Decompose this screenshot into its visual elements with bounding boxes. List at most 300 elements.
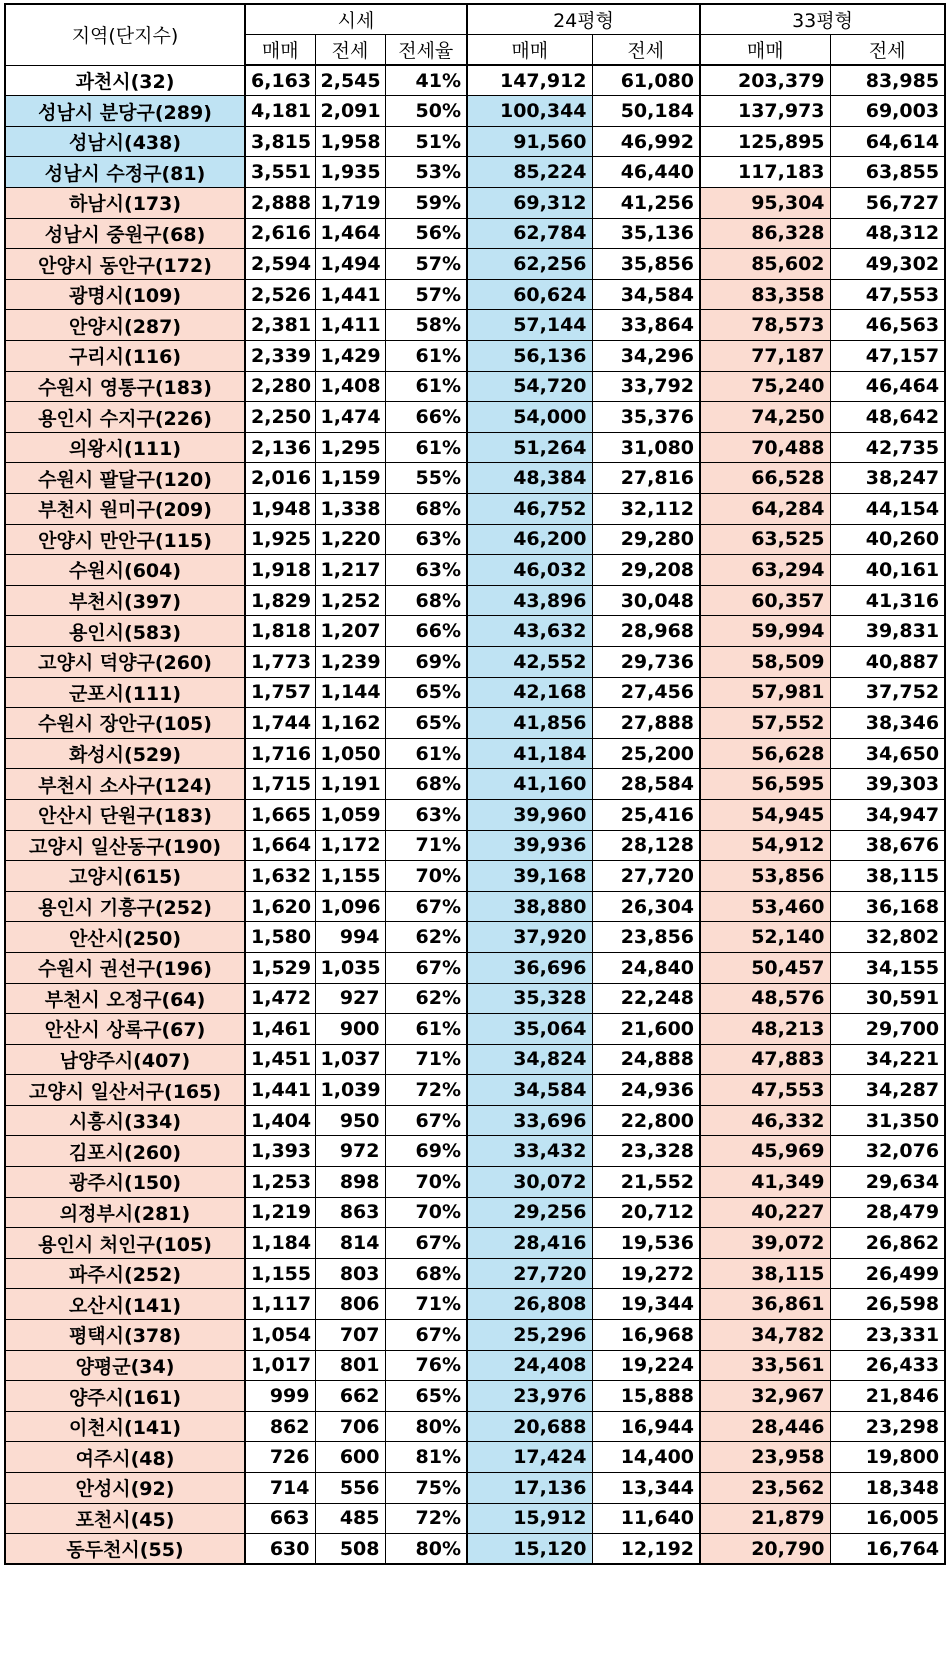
cell-jeonse-ratio: 70% xyxy=(385,861,467,892)
cell-24py-sale: 27,720 xyxy=(467,1258,592,1289)
cell-market-sale: 6,163 xyxy=(245,65,315,96)
cell-33py-sale: 47,553 xyxy=(700,1075,830,1106)
cell-market-sale: 1,716 xyxy=(245,738,315,769)
cell-33py-sale: 203,379 xyxy=(700,65,830,96)
cell-jeonse-ratio: 61% xyxy=(385,341,467,372)
cell-33py-jeonse: 37,752 xyxy=(830,677,945,708)
cell-24py-sale: 39,936 xyxy=(467,830,592,861)
cell-market-sale: 1,451 xyxy=(245,1044,315,1075)
cell-33py-jeonse: 26,433 xyxy=(830,1350,945,1381)
cell-24py-jeonse: 28,968 xyxy=(592,616,700,647)
cell-jeonse-ratio: 68% xyxy=(385,494,467,525)
cell-24py-sale: 35,064 xyxy=(467,1014,592,1045)
cell-jeonse-ratio: 65% xyxy=(385,708,467,739)
table-row xyxy=(5,463,945,494)
cell-33py-jeonse: 29,634 xyxy=(830,1167,945,1198)
cell-market-jeonse: 508 xyxy=(315,1534,385,1565)
cell-market-sale: 2,888 xyxy=(245,188,315,219)
cell-region: 부천시 소사구(124) xyxy=(5,769,245,800)
table-row xyxy=(5,157,945,188)
cell-jeonse-ratio: 61% xyxy=(385,1014,467,1045)
cell-region: 김포시(260) xyxy=(5,1136,245,1167)
table-row xyxy=(5,769,945,800)
cell-24py-sale: 39,960 xyxy=(467,799,592,830)
cell-33py-sale: 78,573 xyxy=(700,310,830,341)
cell-24py-sale: 147,912 xyxy=(467,65,592,96)
cell-market-sale: 1,441 xyxy=(245,1075,315,1106)
cell-market-sale: 1,925 xyxy=(245,524,315,555)
cell-24py-jeonse: 23,328 xyxy=(592,1136,700,1167)
cell-33py-sale: 53,856 xyxy=(700,861,830,892)
cell-33py-sale: 56,628 xyxy=(700,738,830,769)
table-row xyxy=(5,249,945,280)
cell-24py-sale: 43,896 xyxy=(467,585,592,616)
cell-24py-sale: 41,160 xyxy=(467,769,592,800)
cell-region: 이천시(141) xyxy=(5,1411,245,1442)
cell-market-sale: 3,815 xyxy=(245,126,315,157)
cell-jeonse-ratio: 56% xyxy=(385,218,467,249)
cell-33py-jeonse: 48,312 xyxy=(830,218,945,249)
cell-region: 파주시(252) xyxy=(5,1258,245,1289)
cell-region: 고양시 일산서구(165) xyxy=(5,1075,245,1106)
cell-market-jeonse: 1,719 xyxy=(315,188,385,219)
cell-33py-sale: 63,294 xyxy=(700,555,830,586)
cell-jeonse-ratio: 61% xyxy=(385,432,467,463)
table-row xyxy=(5,1228,945,1259)
cell-market-sale: 1,054 xyxy=(245,1320,315,1351)
cell-market-sale: 1,393 xyxy=(245,1136,315,1167)
table-row xyxy=(5,555,945,586)
cell-jeonse-ratio: 61% xyxy=(385,738,467,769)
table-row xyxy=(5,1473,945,1504)
header-market-ratio: 전세율 xyxy=(385,35,467,66)
cell-market-jeonse: 1,096 xyxy=(315,891,385,922)
cell-24py-jeonse: 22,248 xyxy=(592,983,700,1014)
cell-24py-sale: 46,752 xyxy=(467,494,592,525)
cell-market-jeonse: 485 xyxy=(315,1503,385,1534)
cell-24py-sale: 34,584 xyxy=(467,1075,592,1106)
cell-market-jeonse: 898 xyxy=(315,1167,385,1198)
cell-33py-sale: 59,994 xyxy=(700,616,830,647)
table-row xyxy=(5,1534,945,1565)
cell-33py-jeonse: 31,350 xyxy=(830,1105,945,1136)
table-row xyxy=(5,402,945,433)
cell-market-jeonse: 927 xyxy=(315,983,385,1014)
cell-market-sale: 1,580 xyxy=(245,922,315,953)
table-row xyxy=(5,494,945,525)
cell-33py-jeonse: 34,650 xyxy=(830,738,945,769)
cell-jeonse-ratio: 72% xyxy=(385,1503,467,1534)
cell-33py-jeonse: 42,735 xyxy=(830,432,945,463)
cell-region: 수원시(604) xyxy=(5,555,245,586)
cell-region: 군포시(111) xyxy=(5,677,245,708)
cell-region: 고양시(615) xyxy=(5,861,245,892)
table-row xyxy=(5,585,945,616)
cell-24py-sale: 42,168 xyxy=(467,677,592,708)
cell-24py-jeonse: 22,800 xyxy=(592,1105,700,1136)
cell-33py-sale: 48,576 xyxy=(700,983,830,1014)
cell-24py-jeonse: 34,296 xyxy=(592,341,700,372)
cell-market-sale: 2,616 xyxy=(245,218,315,249)
cell-region: 성남시 분당구(289) xyxy=(5,96,245,127)
cell-market-sale: 1,404 xyxy=(245,1105,315,1136)
cell-24py-jeonse: 12,192 xyxy=(592,1534,700,1565)
cell-33py-jeonse: 26,862 xyxy=(830,1228,945,1259)
cell-market-jeonse: 1,935 xyxy=(315,157,385,188)
table-row xyxy=(5,891,945,922)
header-24py-jeonse: 전세 xyxy=(592,35,700,66)
cell-region: 남양주시(407) xyxy=(5,1044,245,1075)
cell-region: 수원시 장안구(105) xyxy=(5,708,245,739)
table-row xyxy=(5,279,945,310)
table-row xyxy=(5,708,945,739)
cell-market-jeonse: 556 xyxy=(315,1473,385,1504)
cell-market-sale: 1,529 xyxy=(245,952,315,983)
cell-market-jeonse: 707 xyxy=(315,1320,385,1351)
table-row xyxy=(5,96,945,127)
cell-jeonse-ratio: 41% xyxy=(385,65,467,96)
table-row xyxy=(5,1350,945,1381)
cell-jeonse-ratio: 63% xyxy=(385,799,467,830)
cell-market-sale: 1,017 xyxy=(245,1350,315,1381)
table-row xyxy=(5,1197,945,1228)
cell-33py-sale: 20,790 xyxy=(700,1534,830,1565)
cell-24py-jeonse: 29,736 xyxy=(592,646,700,677)
cell-33py-jeonse: 83,985 xyxy=(830,65,945,96)
cell-24py-jeonse: 30,048 xyxy=(592,585,700,616)
cell-region: 수원시 영통구(183) xyxy=(5,371,245,402)
table-row xyxy=(5,1381,945,1412)
cell-33py-sale: 33,561 xyxy=(700,1350,830,1381)
table-row xyxy=(5,126,945,157)
cell-region: 안성시(92) xyxy=(5,1473,245,1504)
cell-24py-jeonse: 20,712 xyxy=(592,1197,700,1228)
cell-24py-jeonse: 29,280 xyxy=(592,524,700,555)
cell-region: 안산시 상록구(67) xyxy=(5,1014,245,1045)
cell-market-jeonse: 1,217 xyxy=(315,555,385,586)
cell-24py-jeonse: 14,400 xyxy=(592,1442,700,1473)
cell-33py-jeonse: 41,316 xyxy=(830,585,945,616)
cell-24py-jeonse: 19,536 xyxy=(592,1228,700,1259)
cell-24py-sale: 56,136 xyxy=(467,341,592,372)
cell-market-jeonse: 803 xyxy=(315,1258,385,1289)
cell-market-sale: 3,551 xyxy=(245,157,315,188)
cell-jeonse-ratio: 62% xyxy=(385,922,467,953)
cell-market-jeonse: 994 xyxy=(315,922,385,953)
cell-region: 구리시(116) xyxy=(5,341,245,372)
cell-market-jeonse: 1,220 xyxy=(315,524,385,555)
header-market-jeonse: 전세 xyxy=(315,35,385,66)
table-row xyxy=(5,1258,945,1289)
cell-jeonse-ratio: 63% xyxy=(385,555,467,586)
cell-region: 화성시(529) xyxy=(5,738,245,769)
cell-market-sale: 999 xyxy=(245,1381,315,1412)
cell-jeonse-ratio: 67% xyxy=(385,1320,467,1351)
cell-jeonse-ratio: 71% xyxy=(385,1044,467,1075)
cell-24py-jeonse: 33,792 xyxy=(592,371,700,402)
header-market: 시세 xyxy=(245,4,467,35)
cell-33py-jeonse: 47,553 xyxy=(830,279,945,310)
cell-33py-sale: 57,981 xyxy=(700,677,830,708)
cell-market-jeonse: 1,035 xyxy=(315,952,385,983)
cell-market-sale: 1,918 xyxy=(245,555,315,586)
table-body xyxy=(5,65,945,1564)
cell-jeonse-ratio: 57% xyxy=(385,279,467,310)
cell-jeonse-ratio: 68% xyxy=(385,1258,467,1289)
cell-24py-jeonse: 21,600 xyxy=(592,1014,700,1045)
cell-market-sale: 2,381 xyxy=(245,310,315,341)
cell-jeonse-ratio: 71% xyxy=(385,1289,467,1320)
cell-market-jeonse: 1,411 xyxy=(315,310,385,341)
cell-market-jeonse: 1,408 xyxy=(315,371,385,402)
cell-region: 의정부시(281) xyxy=(5,1197,245,1228)
cell-24py-jeonse: 24,888 xyxy=(592,1044,700,1075)
cell-jeonse-ratio: 80% xyxy=(385,1534,467,1565)
cell-region: 수원시 팔달구(120) xyxy=(5,463,245,494)
cell-market-sale: 1,744 xyxy=(245,708,315,739)
cell-region: 하남시(173) xyxy=(5,188,245,219)
cell-jeonse-ratio: 51% xyxy=(385,126,467,157)
table-row xyxy=(5,1105,945,1136)
cell-market-jeonse: 1,039 xyxy=(315,1075,385,1106)
cell-24py-sale: 46,200 xyxy=(467,524,592,555)
cell-market-jeonse: 1,494 xyxy=(315,249,385,280)
cell-market-jeonse: 863 xyxy=(315,1197,385,1228)
cell-33py-jeonse: 38,346 xyxy=(830,708,945,739)
cell-24py-jeonse: 16,968 xyxy=(592,1320,700,1351)
cell-24py-sale: 57,144 xyxy=(467,310,592,341)
cell-33py-sale: 56,595 xyxy=(700,769,830,800)
cell-33py-sale: 137,973 xyxy=(700,96,830,127)
cell-33py-jeonse: 34,947 xyxy=(830,799,945,830)
cell-jeonse-ratio: 68% xyxy=(385,585,467,616)
cell-region: 안양시(287) xyxy=(5,310,245,341)
cell-market-sale: 663 xyxy=(245,1503,315,1534)
cell-region: 과천시(32) xyxy=(5,65,245,96)
cell-24py-sale: 85,224 xyxy=(467,157,592,188)
cell-market-sale: 1,665 xyxy=(245,799,315,830)
cell-24py-jeonse: 27,888 xyxy=(592,708,700,739)
cell-region: 성남시 수정구(81) xyxy=(5,157,245,188)
table-row xyxy=(5,1503,945,1534)
cell-jeonse-ratio: 70% xyxy=(385,1167,467,1198)
table-row xyxy=(5,677,945,708)
cell-market-sale: 4,181 xyxy=(245,96,315,127)
cell-33py-jeonse: 26,598 xyxy=(830,1289,945,1320)
cell-33py-sale: 48,213 xyxy=(700,1014,830,1045)
price-table xyxy=(4,3,946,1565)
cell-33py-jeonse: 38,247 xyxy=(830,463,945,494)
cell-33py-sale: 36,861 xyxy=(700,1289,830,1320)
cell-jeonse-ratio: 72% xyxy=(385,1075,467,1106)
cell-24py-sale: 37,920 xyxy=(467,922,592,953)
cell-market-sale: 2,250 xyxy=(245,402,315,433)
cell-market-jeonse: 1,191 xyxy=(315,769,385,800)
cell-33py-sale: 95,304 xyxy=(700,188,830,219)
cell-33py-sale: 39,072 xyxy=(700,1228,830,1259)
cell-jeonse-ratio: 65% xyxy=(385,1381,467,1412)
cell-33py-jeonse: 34,221 xyxy=(830,1044,945,1075)
cell-33py-sale: 46,332 xyxy=(700,1105,830,1136)
cell-market-jeonse: 1,207 xyxy=(315,616,385,647)
cell-market-sale: 2,016 xyxy=(245,463,315,494)
cell-jeonse-ratio: 71% xyxy=(385,830,467,861)
cell-market-jeonse: 801 xyxy=(315,1350,385,1381)
cell-jeonse-ratio: 59% xyxy=(385,188,467,219)
cell-33py-jeonse: 34,155 xyxy=(830,952,945,983)
header-33py-jeonse: 전세 xyxy=(830,35,945,66)
cell-jeonse-ratio: 55% xyxy=(385,463,467,494)
cell-33py-jeonse: 64,614 xyxy=(830,126,945,157)
cell-24py-sale: 15,120 xyxy=(467,1534,592,1565)
cell-market-sale: 1,184 xyxy=(245,1228,315,1259)
cell-jeonse-ratio: 75% xyxy=(385,1473,467,1504)
cell-33py-jeonse: 26,499 xyxy=(830,1258,945,1289)
cell-24py-jeonse: 27,456 xyxy=(592,677,700,708)
cell-market-jeonse: 1,155 xyxy=(315,861,385,892)
cell-33py-sale: 57,552 xyxy=(700,708,830,739)
cell-region: 성남시 중원구(68) xyxy=(5,218,245,249)
cell-jeonse-ratio: 81% xyxy=(385,1442,467,1473)
cell-region: 용인시 기흥구(252) xyxy=(5,891,245,922)
cell-market-jeonse: 1,474 xyxy=(315,402,385,433)
cell-24py-jeonse: 26,304 xyxy=(592,891,700,922)
cell-33py-jeonse: 63,855 xyxy=(830,157,945,188)
cell-33py-sale: 75,240 xyxy=(700,371,830,402)
table-row xyxy=(5,524,945,555)
cell-24py-jeonse: 34,584 xyxy=(592,279,700,310)
cell-market-jeonse: 1,958 xyxy=(315,126,385,157)
cell-24py-jeonse: 50,184 xyxy=(592,96,700,127)
table-row xyxy=(5,1075,945,1106)
cell-24py-jeonse: 27,816 xyxy=(592,463,700,494)
cell-24py-jeonse: 16,944 xyxy=(592,1411,700,1442)
cell-33py-sale: 74,250 xyxy=(700,402,830,433)
table-row xyxy=(5,952,945,983)
cell-market-jeonse: 972 xyxy=(315,1136,385,1167)
cell-33py-jeonse: 23,298 xyxy=(830,1411,945,1442)
cell-33py-sale: 34,782 xyxy=(700,1320,830,1351)
cell-region: 광명시(109) xyxy=(5,279,245,310)
cell-market-sale: 1,715 xyxy=(245,769,315,800)
cell-33py-jeonse: 44,154 xyxy=(830,494,945,525)
cell-region: 안산시 단원구(183) xyxy=(5,799,245,830)
cell-market-jeonse: 1,239 xyxy=(315,646,385,677)
cell-24py-jeonse: 25,200 xyxy=(592,738,700,769)
table-row xyxy=(5,922,945,953)
cell-jeonse-ratio: 63% xyxy=(385,524,467,555)
cell-33py-sale: 117,183 xyxy=(700,157,830,188)
cell-market-sale: 1,757 xyxy=(245,677,315,708)
cell-33py-sale: 70,488 xyxy=(700,432,830,463)
cell-24py-jeonse: 31,080 xyxy=(592,432,700,463)
cell-33py-jeonse: 48,642 xyxy=(830,402,945,433)
cell-24py-sale: 28,416 xyxy=(467,1228,592,1259)
cell-33py-sale: 41,349 xyxy=(700,1167,830,1198)
cell-33py-jeonse: 29,700 xyxy=(830,1014,945,1045)
table-row xyxy=(5,371,945,402)
cell-24py-sale: 91,560 xyxy=(467,126,592,157)
cell-24py-sale: 62,256 xyxy=(467,249,592,280)
cell-market-jeonse: 1,252 xyxy=(315,585,385,616)
cell-market-jeonse: 1,162 xyxy=(315,708,385,739)
cell-33py-sale: 23,958 xyxy=(700,1442,830,1473)
cell-33py-sale: 52,140 xyxy=(700,922,830,953)
cell-24py-sale: 17,136 xyxy=(467,1473,592,1504)
cell-market-sale: 630 xyxy=(245,1534,315,1565)
cell-market-jeonse: 900 xyxy=(315,1014,385,1045)
cell-market-sale: 726 xyxy=(245,1442,315,1473)
cell-33py-sale: 54,945 xyxy=(700,799,830,830)
cell-jeonse-ratio: 57% xyxy=(385,249,467,280)
cell-jeonse-ratio: 67% xyxy=(385,891,467,922)
table-row xyxy=(5,432,945,463)
cell-jeonse-ratio: 61% xyxy=(385,371,467,402)
cell-market-jeonse: 1,429 xyxy=(315,341,385,372)
header-region: 지역(단지수) xyxy=(5,4,245,65)
cell-region: 수원시 권선구(196) xyxy=(5,952,245,983)
cell-33py-jeonse: 28,479 xyxy=(830,1197,945,1228)
cell-market-jeonse: 706 xyxy=(315,1411,385,1442)
cell-market-sale: 1,219 xyxy=(245,1197,315,1228)
cell-24py-jeonse: 24,840 xyxy=(592,952,700,983)
cell-market-jeonse: 2,545 xyxy=(315,65,385,96)
cell-33py-sale: 60,357 xyxy=(700,585,830,616)
cell-24py-jeonse: 19,272 xyxy=(592,1258,700,1289)
cell-24py-jeonse: 35,136 xyxy=(592,218,700,249)
cell-market-sale: 1,632 xyxy=(245,861,315,892)
cell-24py-sale: 25,296 xyxy=(467,1320,592,1351)
cell-24py-sale: 15,912 xyxy=(467,1503,592,1534)
cell-market-sale: 1,461 xyxy=(245,1014,315,1045)
cell-region: 의왕시(111) xyxy=(5,432,245,463)
cell-24py-sale: 48,384 xyxy=(467,463,592,494)
cell-24py-sale: 26,808 xyxy=(467,1289,592,1320)
cell-market-jeonse: 662 xyxy=(315,1381,385,1412)
cell-24py-jeonse: 41,256 xyxy=(592,188,700,219)
cell-33py-jeonse: 23,331 xyxy=(830,1320,945,1351)
table-row xyxy=(5,1289,945,1320)
cell-33py-sale: 45,969 xyxy=(700,1136,830,1167)
table-header xyxy=(5,4,945,65)
cell-33py-sale: 77,187 xyxy=(700,341,830,372)
cell-33py-jeonse: 21,846 xyxy=(830,1381,945,1412)
cell-jeonse-ratio: 80% xyxy=(385,1411,467,1442)
cell-24py-jeonse: 23,856 xyxy=(592,922,700,953)
cell-33py-sale: 28,446 xyxy=(700,1411,830,1442)
cell-33py-sale: 83,358 xyxy=(700,279,830,310)
cell-24py-jeonse: 27,720 xyxy=(592,861,700,892)
cell-24py-jeonse: 46,440 xyxy=(592,157,700,188)
cell-jeonse-ratio: 76% xyxy=(385,1350,467,1381)
cell-24py-jeonse: 46,992 xyxy=(592,126,700,157)
table-row xyxy=(5,65,945,96)
cell-33py-jeonse: 18,348 xyxy=(830,1473,945,1504)
cell-24py-jeonse: 24,936 xyxy=(592,1075,700,1106)
cell-market-jeonse: 1,172 xyxy=(315,830,385,861)
cell-24py-sale: 38,880 xyxy=(467,891,592,922)
cell-24py-jeonse: 35,856 xyxy=(592,249,700,280)
cell-market-jeonse: 1,144 xyxy=(315,677,385,708)
cell-region: 여주시(48) xyxy=(5,1442,245,1473)
cell-24py-jeonse: 21,552 xyxy=(592,1167,700,1198)
cell-market-jeonse: 1,159 xyxy=(315,463,385,494)
cell-market-sale: 1,948 xyxy=(245,494,315,525)
cell-jeonse-ratio: 53% xyxy=(385,157,467,188)
cell-24py-jeonse: 28,584 xyxy=(592,769,700,800)
cell-jeonse-ratio: 69% xyxy=(385,1136,467,1167)
cell-market-jeonse: 950 xyxy=(315,1105,385,1136)
